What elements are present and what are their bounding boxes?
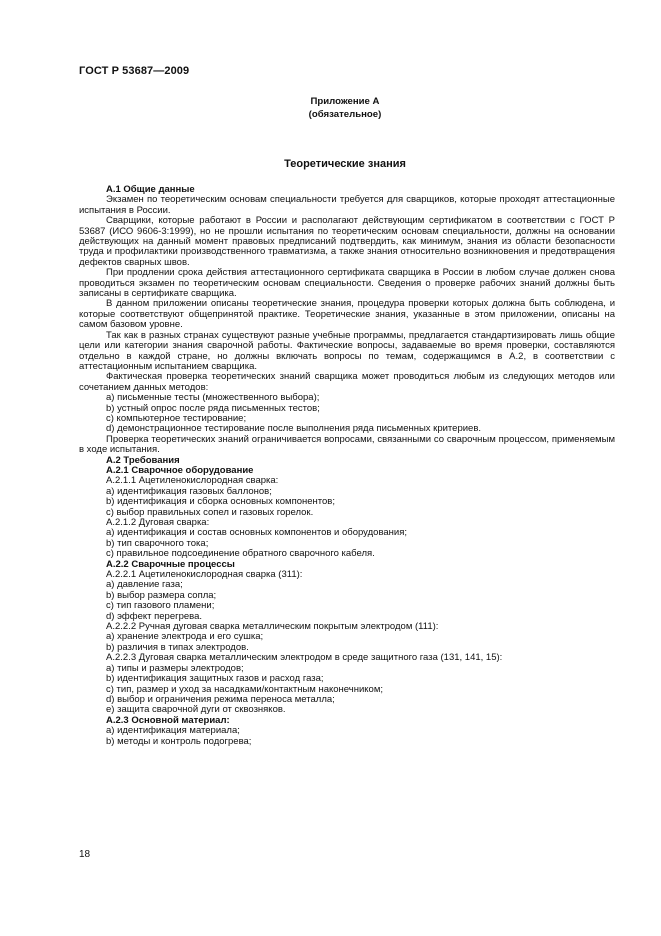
list-item: a) письменные тесты (множественного выбора); xyxy=(106,392,320,404)
page-number: 18 xyxy=(79,849,91,860)
standard-code: ГОСТ Р 53687—2009 xyxy=(79,65,190,77)
list-item: a) типы и размеры электродов; xyxy=(106,662,244,674)
section-heading: А.1 Общие данные xyxy=(106,184,195,195)
paragraph: Проверка теоретических знаний ограничивается вопросами, связанными со сварочным процессом, применяемым в ходе испытания. xyxy=(79,433,615,456)
list-item: А.2.2.2 Ручная дуговая сварка металлическим покрытым электродом (111): xyxy=(106,621,439,633)
annex-status: (обязательное) xyxy=(308,109,382,120)
section-heading: А.2.3 Основной материал: xyxy=(106,714,230,726)
list-item: d) демонстрационное тестирование после выполнения ряда письменных критериев. xyxy=(106,423,482,435)
paragraph: В данном приложении описаны теоретические знания, процедура проверки которых должна быть соблюдена, и которые соответствуют общепринятой практике. Теоретические знания, указанные в этом приложении, описаны на самом базовом уровне. xyxy=(79,298,615,331)
list-item: a) давление газа; xyxy=(106,579,183,591)
paragraph: При продлении срока действия аттестационного сертификата сварщика в России в любом случае должен снова проводиться экзамен по теоретическим основам специальности. Сведения о проверке рабочих знаний должны быть записаны в сертификате сварщика. xyxy=(79,267,615,300)
list-item: c) тип, размер и уход за насадками/контактным наконечником; xyxy=(106,683,383,695)
annex-title: Приложение А xyxy=(310,96,380,107)
list-item: А.2.2.3 Дуговая сварка металлическим электродом в среде защитного газа (131, 141, 15): xyxy=(106,652,503,664)
paragraph: Так как в разных странах существуют разные учебные программы, предлагается стандартизировать лишь общие цели или категории знания сварочной работы. Фактические вопросы, задаваемые во время проверки, составляются отдельно в каждой стране, но должны включать вопросы по темам, содержащимся в А.2, в соответствии с аттестационным испытанием сварщика. xyxy=(79,329,615,372)
section-heading: А.2.2 Сварочные процессы xyxy=(106,558,235,570)
list-item: b) устный опрос после ряда письменных тестов; xyxy=(106,402,320,414)
list-item: c) правильное подсоединение обратного сварочного кабеля. xyxy=(106,548,375,560)
document-body xyxy=(79,185,615,747)
list-item: b) методы и контроль подогрева; xyxy=(106,735,252,747)
list-item: a) идентификация материала; xyxy=(106,725,240,737)
list-item: b) тип сварочного тока; xyxy=(106,537,209,549)
list-item: А.2.1.2 Дуговая сварка: xyxy=(106,517,210,528)
list-item: b) идентификация защитных газов и расход газа; xyxy=(106,673,324,685)
list-item: d) выбор и ограничения режима переноса металла; xyxy=(106,693,335,705)
section-title: Теоретические знания xyxy=(284,158,406,170)
paragraph: Сварщики, которые работают в России и располагают действующим сертификатом в соответствии с ГОСТ Р 53687 (ИСО 9606-3:1999), но не прошли испытания по теоретическим основам специальности, должны на основании действующих на данный момент правовых предписаний подтвердить, как минимум, знания из области безопасности труда и профилактики производственного травматизма, а также знания относительно возникновения и предотвращения дефектов сварных швов. xyxy=(79,215,615,268)
paragraph: Фактическая проверка теоретических знаний сварщика может проводиться любым из следующих методов или сочетанием данных методов: xyxy=(79,371,615,393)
list-item: b) различия в типах электродов. xyxy=(106,641,249,653)
list-item: b) выбор размера сопла; xyxy=(106,589,217,601)
list-item: А.2.2.1 Ацетиленокислородная сварка (311): xyxy=(106,569,303,581)
list-item: b) идентификация и сборка основных компонентов; xyxy=(106,496,335,508)
list-item: c) выбор правильных сопел и газовых горелок. xyxy=(106,506,314,518)
list-item: a) идентификация газовых баллонов; xyxy=(106,485,272,497)
list-item: a) идентификация и состав основных компонентов и оборудования; xyxy=(106,527,407,539)
list-item: d) эффект перегрева. xyxy=(106,610,202,622)
list-item: c) компьютерное тестирование; xyxy=(106,412,247,424)
section-heading: А.2.1 Сварочное оборудование xyxy=(106,464,254,476)
list-item: a) хранение электрода и его сушка; xyxy=(106,631,264,643)
list-item: e) защита сварочной дуги от сквозняков. xyxy=(106,704,286,716)
section-heading: А.2 Требования xyxy=(106,454,180,466)
list-item: А.2.1.1 Ацетиленокислородная сварка: xyxy=(106,475,279,487)
paragraph: Экзамен по теоретическим основам специальности требуется для сварщиков, которые проходят аттестационные испытания в России. xyxy=(79,194,615,216)
annex-header xyxy=(270,95,420,121)
list-item: c) тип газового пламени; xyxy=(106,600,215,612)
